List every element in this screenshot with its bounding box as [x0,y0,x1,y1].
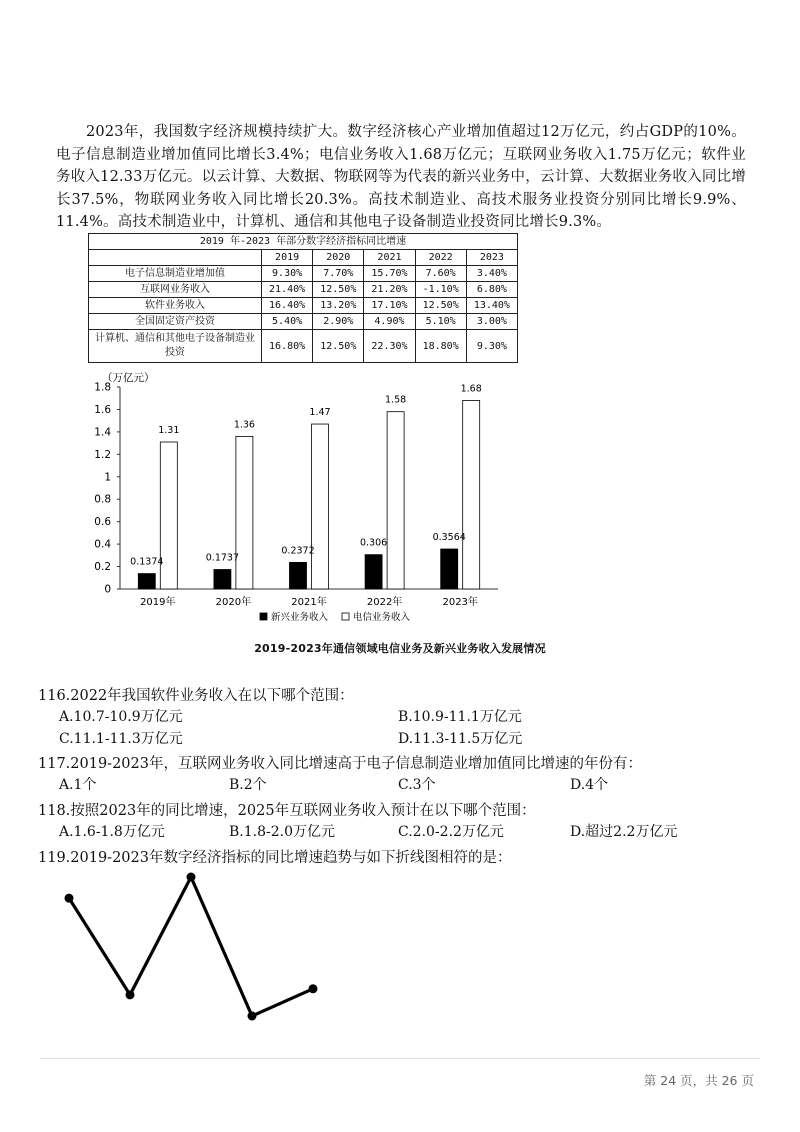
trend-point [65,894,74,903]
data-label-emerging: 0.3564 [432,532,466,544]
option-117-b: B.2个 [229,777,267,793]
table-row [89,282,518,298]
question-119: 119.2019-2023年数字经济指标的同比增速趋势与如下折线图相符的是： [38,850,512,866]
data-label-emerging: 0.1737 [205,552,240,564]
table-header-row [89,250,518,266]
y-tick-label: 1 [104,471,111,484]
data-label-telecom: 1.58 [385,394,407,406]
data-label-emerging: 0.306 [359,537,388,549]
trend-line-figure [50,864,340,1034]
option-117-a: A.1个 [59,777,97,793]
x-tick-label: 2022年 [366,597,403,608]
x-tick-label: 2021年 [291,597,327,608]
table-row [89,314,518,330]
table-caption: 2019 年-2023 年部分数字经济指标同比增速 [89,234,518,250]
table-row [89,330,518,363]
legend-swatch-emerging [260,613,267,620]
option-116-d: D.11.3-11.5万亿元 [398,731,523,747]
table-cell: 15.70% [364,266,415,282]
table-header-cell: 2022 [415,250,466,266]
table-header-cell: 2023 [466,250,517,266]
option-117-c: C.3个 [398,777,436,793]
bar-emerging-revenue [365,555,382,589]
table-cell: 16.80% [262,330,313,363]
table-cell: 7.60% [415,266,466,282]
option-118-a: A.1.6-1.8万亿元 [59,824,165,840]
data-label-telecom: 1.47 [309,407,331,419]
trend-point [187,873,196,882]
table-cell: 21.20% [364,282,415,298]
legend-label-telecom: 电信业务收入 [353,612,411,623]
table-row-label: 软件业务收入 [89,298,262,314]
bar-telecom-revenue [387,412,404,589]
bar-telecom-revenue [236,436,253,589]
table-cell: 9.30% [262,266,313,282]
trend-point [248,1012,257,1021]
y-tick-label: 0.2 [94,561,111,574]
y-tick-label: 1.2 [94,448,111,461]
bar-emerging-revenue [138,574,155,589]
growth-rate-table [88,233,518,363]
bar-emerging-revenue [290,562,307,589]
table-cell: 18.80% [415,330,466,363]
table-cell: 16.40% [262,298,313,314]
question-116: 116.2022年我国软件业务收入在以下哪个范围： [38,688,354,704]
bar-telecom-revenue [463,400,480,589]
option-116-a: A.10.7-10.9万亿元 [59,709,183,725]
data-label-telecom: 1.31 [158,424,180,436]
chart-caption: 2019-2023年通信领域电信业务及新兴业务收入发展情况 [254,642,546,655]
page-footer: 第 24 页，共 26 页 [643,1073,754,1088]
table-row-label: 全国固定资产投资 [89,314,262,330]
table-cell: 3.40% [466,266,517,282]
bar-emerging-revenue [214,570,231,589]
table-cell: 6.80% [466,282,517,298]
footer-divider [40,1058,760,1059]
y-tick-label: 1.6 [94,403,111,416]
x-tick-label: 2023年 [442,597,478,608]
legend-label-emerging: 新兴业务收入 [271,612,329,623]
table-cell: 12.50% [313,330,364,363]
table-cell: 13.40% [466,298,517,314]
data-label-telecom: 1.68 [460,383,482,395]
table-row-label: 电子信息制造业增加值 [89,266,262,282]
option-118-d: D.超过2.2万亿元 [570,824,678,840]
option-116-b: B.10.9-11.1万亿元 [398,709,522,725]
table-corner-cell [89,250,262,266]
y-tick-label: 1.4 [94,426,111,439]
y-axis-label: （万亿元） [102,372,155,384]
y-tick-label: 0.6 [94,516,111,529]
table-cell: 3.00% [466,314,517,330]
table-header-cell: 2020 [313,250,364,266]
option-116-c: C.11.1-11.3万亿元 [59,731,183,747]
table-cell: 4.90% [364,314,415,330]
table-cell: 13.20% [313,298,364,314]
trend-line [69,877,313,1016]
y-tick-label: 0.8 [94,493,111,506]
y-tick-label: 0.4 [94,538,111,551]
table-cell: 5.10% [415,314,466,330]
table-row [89,266,518,282]
table-cell: 22.30% [364,330,415,363]
question-118: 118.按照2023年的同比增速，2025年互联网业务收入预计在以下哪个范围： [38,803,536,819]
legend-swatch-telecom [342,613,349,620]
x-tick-label: 2019年 [140,597,176,608]
table-header-cell: 2019 [262,250,313,266]
table-cell: 17.10% [364,298,415,314]
data-label-telecom: 1.36 [233,419,255,431]
table-caption-row [89,234,518,250]
trend-point [309,984,318,993]
option-117-d: D.4个 [570,777,609,793]
y-tick-label: 0 [104,583,111,596]
y-tick-label: 1.8 [94,381,111,394]
data-label-emerging: 0.1374 [130,556,164,568]
table-cell: 12.50% [313,282,364,298]
intro-paragraph: 2023年，我国数字经济规模持续扩大。数字经济核心产业增加值超过12万亿元，约占GDP的10%。电子信息制造业增加值同比增长3.4%；电信业务收入1.68万亿元；互联网业务收入1.75万亿元；软件业务收入12.33万亿元。以云计算、大数据、物联网等为代表的新兴业务中，云计算、大数据业务收入同比增长37.5%，物联网业务收入同比增长20.3%。高技术制造业、高技术服务业投资分别同比增长9.9%、11.4%。高技术制造业中，计算机、通信和其他电子设备制造业投资同比增长9.3%。 [56,124,746,230]
table-row-label: 互联网业务收入 [89,282,262,298]
question-117: 117.2019-2023年，互联网业务收入同比增速高于电子信息制造业增加值同比增速的年份有： [38,756,642,772]
table-cell: 12.50% [415,298,466,314]
table-cell: 5.40% [262,314,313,330]
option-118-b: B.1.8-2.0万亿元 [229,824,335,840]
table-cell: 2.90% [313,314,364,330]
revenue-bar-chart [88,368,528,630]
x-tick-label: 2020年 [215,597,252,608]
table-cell: 7.70% [313,266,364,282]
trend-point [126,990,135,999]
option-118-c: C.2.0-2.2万亿元 [398,824,504,840]
bar-telecom-revenue [312,424,329,589]
bar-emerging-revenue [441,549,458,589]
table-header-cell: 2021 [364,250,415,266]
table-cell: -1.10% [415,282,466,298]
data-label-emerging: 0.2372 [281,545,315,557]
table-row-label: 计算机、通信和其他电子设备制造业投资 [89,330,262,363]
table-cell: 21.40% [262,282,313,298]
table-cell: 9.30% [466,330,517,363]
table-row [89,298,518,314]
